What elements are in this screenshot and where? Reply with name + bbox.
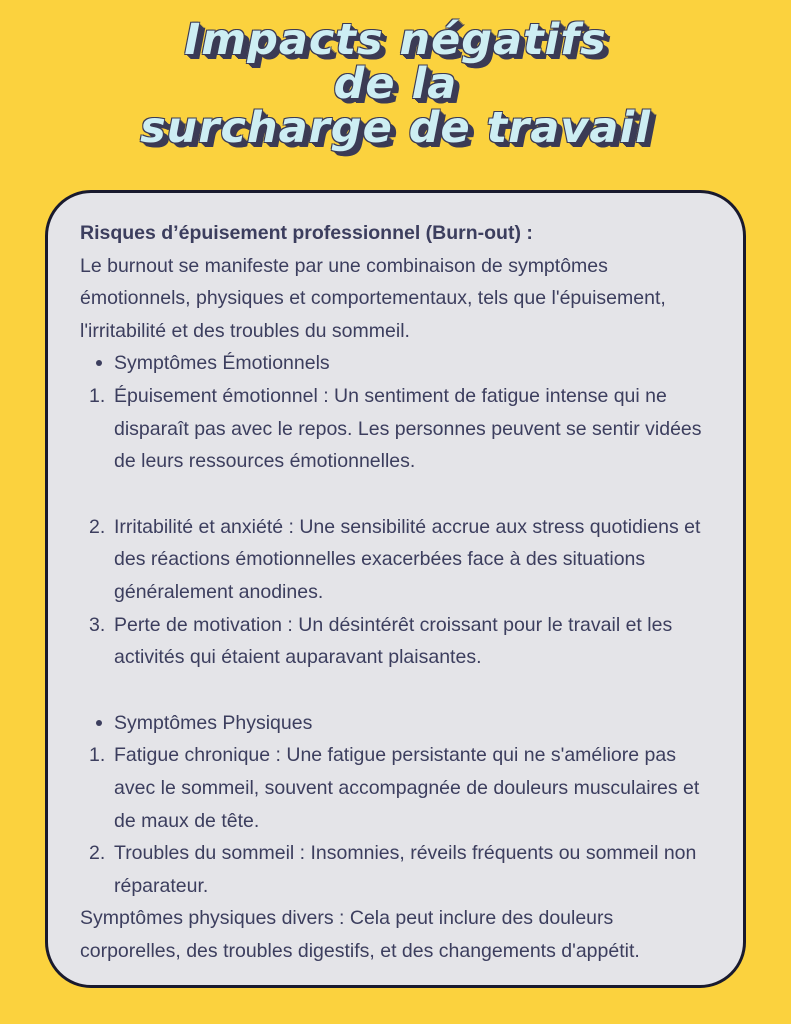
blank-line xyxy=(80,674,711,707)
numbered-item-emotional-3 xyxy=(80,609,711,674)
item-text: Fatigue chronique : Une fatigue persistante qui ne s'améliore pas avec le sommeil, souvent accompagnée de douleurs musculaires et de maux de tête. xyxy=(114,744,700,832)
bullet-icon xyxy=(96,360,102,366)
numbered-item-physical-2 xyxy=(80,837,711,902)
intro-paragraph: Le burnout se manifeste par une combinaison de symptômes émotionnels, physiques et comportementaux, tels que l'épuisement, l'irritabilité et des troubles du sommeil. xyxy=(80,254,666,342)
numbered-item-emotional-1 xyxy=(80,380,711,478)
item-text: Perte de motivation : Un désintérêt croissant pour le travail et les activités qui étaient auparavant plaisantes. xyxy=(114,613,673,669)
item-number: 2. xyxy=(89,842,106,865)
content-card xyxy=(45,190,746,988)
item-number: 2. xyxy=(89,515,106,538)
section-heading: Risques d’épuisement professionnel (Burn-out) : xyxy=(80,222,533,244)
item-text: Épuisement émotionnel : Un sentiment de fatigue intense qui ne disparaît pas avec le repos. Les personnes peuvent se sentir vidées de leurs ressources émotionnelles. xyxy=(114,384,702,473)
numbered-item-emotional-2 xyxy=(80,511,711,609)
page-title-line-3: surcharge de travail xyxy=(140,103,651,153)
numbered-item-physical-1 xyxy=(80,739,711,837)
bullet-label: Symptômes Émotionnels xyxy=(114,352,330,375)
item-text: Irritabilité et anxiété : Une sensibilité accrue aux stress quotidiens et des réactions émotionnelles exacerbées face à des situations généralement anodines. xyxy=(114,515,701,603)
page-title xyxy=(0,0,791,153)
page-title-line-2: de la xyxy=(333,59,458,109)
item-number: 1. xyxy=(89,744,106,767)
item-number: 1. xyxy=(89,384,106,407)
bullet-icon xyxy=(96,720,102,726)
page-title-line-1: Impacts négatifs xyxy=(184,15,607,65)
outro-paragraph: Symptômes physiques divers : Cela peut inclure des douleurs corporelles, des troubles digestifs, et des changements d'appétit. xyxy=(80,907,640,962)
bullet-label: Symptômes Physiques xyxy=(114,711,313,734)
blank-line xyxy=(80,478,711,511)
item-number: 3. xyxy=(89,613,106,636)
item-text: Troubles du sommeil : Insomnies, réveils fréquents ou sommeil non réparateur. xyxy=(114,842,697,897)
bullet-item-physical xyxy=(80,707,711,740)
bullet-item-emotional xyxy=(80,347,711,380)
